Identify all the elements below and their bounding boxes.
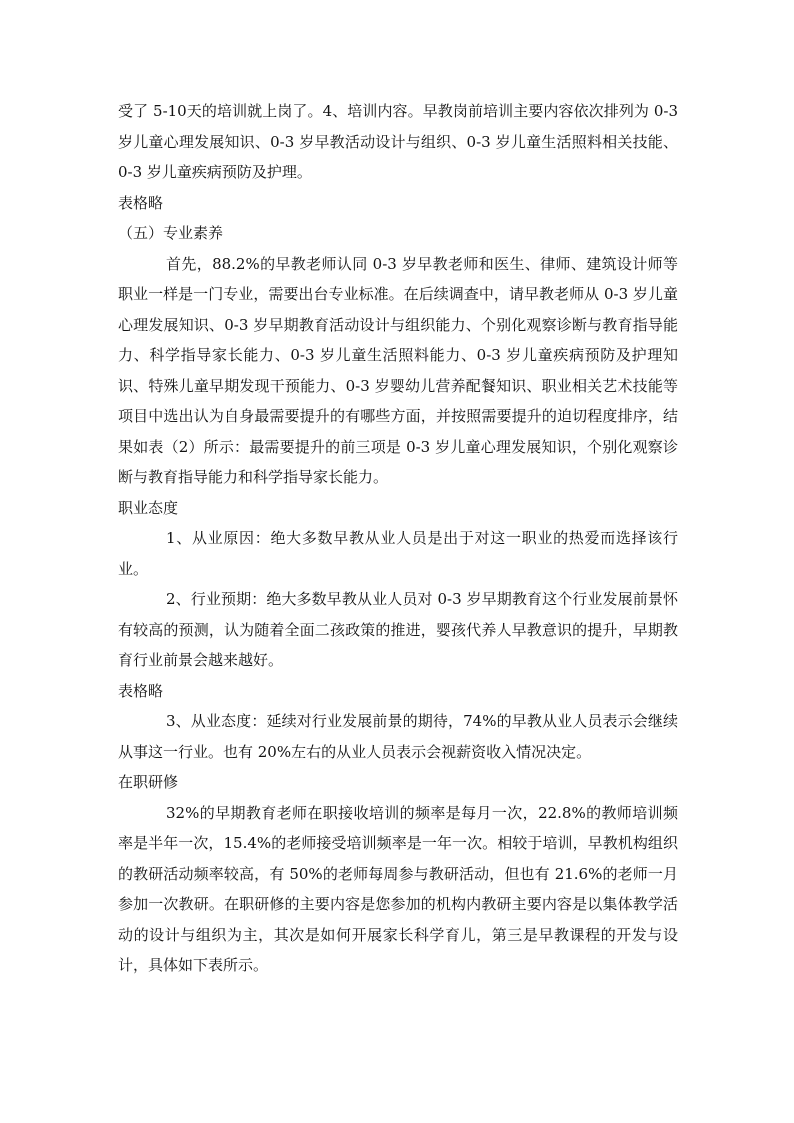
table-omitted-note: 表格略 bbox=[118, 193, 164, 212]
document-page bbox=[118, 96, 678, 981]
paragraph-training-content: 受了 5-10天的培训就上岗了。4、培训内容。早教岗前培训主要内容依次排列为 0-3 岁儿童心理发展知识、0-3 岁早教活动设计与组织、0-3 岁儿童生活照料相关技能、0-3 岁儿童疾病预防及护理。 bbox=[118, 102, 678, 181]
paragraph-career-attitude: 3、从业态度：延续对行业发展前景的期待，74%的早教从业人员表示会继续从事这一行业。也有 20%左右的从业人员表示会视薪资收入情况决定。 bbox=[118, 712, 678, 761]
paragraph-professional-standard: 首先，88.2%的早教老师认同 0-3 岁早教老师和医生、律师、建筑设计师等职业一样是一门专业，需要出台专业标准。在后续调查中，请早教老师从 0-3 岁儿童心理发展知识、0-3 岁早期教育活动设计与组织能力、个别化观察诊断与教育指导能力、科学指导家长能力、0-3 岁儿童生活照料能力、0-3 岁儿童疾病预防及护理知识、特殊儿童早期发现干预能力、0-3 岁婴幼儿营养配餐知识、职业相关艺术技能等项目中选出认为自身最需要提升的有哪些方面，并按照需要提升的迫切程度排序，结果如表（2）所示：最需要提升的前三项是 0-3 岁儿童心理发展知识，个别化观察诊断与教育指导能力和科学指导家长能力。 bbox=[118, 254, 678, 486]
subheading-in-service-training: 在职研修 bbox=[118, 773, 179, 791]
subheading-career-attitude: 职业态度 bbox=[118, 498, 179, 517]
paragraph-career-reason: 1、从业原因：绝大多数早教从业人员是出于对这一职业的热爱而选择该行业。 bbox=[118, 529, 678, 578]
paragraph-industry-expectation: 2、行业预期：绝大多数早教从业人员对 0-3 岁早期教育这个行业发展前景怀有较高的预测，认为随着全面二孩政策的推进，婴孩代养人早教意识的提升，早期教育行业前景会越来越好。 bbox=[118, 590, 678, 669]
table-omitted-note: 表格略 bbox=[118, 681, 164, 700]
paragraph-in-service-training: 32%的早期教育老师在职接收培训的频率是每月一次，22.8%的教师培训频率是半年一次，15.4%的老师接受培训频率是一年一次。相较于培训，早教机构组织的教研活动频率较高，有 50%的老师每周参与教研活动，但也有 21.6%的老师一月参加一次教研。在职研修的主要内容是您参加的机构内教研主要内容是以集体教学活动的设计与组织为主，其次是如何开展家长科学育儿，第三是早教课程的开发与设计，具体如下表所示。 bbox=[118, 803, 678, 974]
section-heading-professional-literacy: （五）专业素养 bbox=[118, 224, 224, 242]
